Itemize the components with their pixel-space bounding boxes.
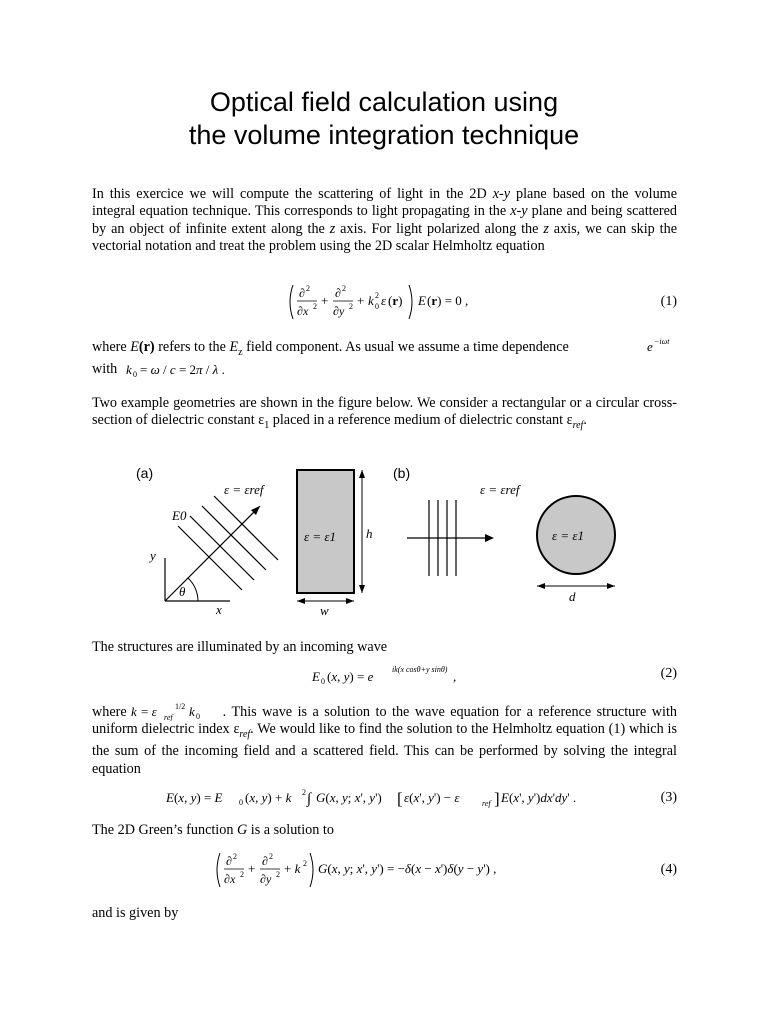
svg-text:k: k [130,704,137,719]
intro-paragraph: In this exercice we will compute the scattering of light in the 2D x-y plane based on the volume integral equation technique. This corresponds to light propagating in the x-y plane and being scattered by an object of infinite extent along the z axis. For light polarized along the z axis, we can skip the vectorial notation and treat the problem using the 2D scalar Helmholtz equation [92,186,678,254]
svg-text:0: 0 [195,712,200,721]
svg-text:2: 2 [233,852,237,861]
equation-2-number: (2) [660,666,677,681]
time-dependence-formula [645,336,677,356]
k0-definition-formula [124,359,284,379]
svg-text:∂: ∂ [226,854,232,868]
svg-text:∂y: ∂y [333,304,345,318]
svg-text:E: E [418,293,426,308]
panel-a-label: (a) [136,465,154,481]
geometries-paragraph: Two example geometries are shown in the figure below. We consider a rectangular or a circular cross-section of dielectric constant $\varepsilon_1$ placed in a reference medium of dielectric constant $\varepsilon_{ref}$. [92,395,677,432]
title-line-2: the volume integration technique [188,120,580,150]
svg-text:∂x: ∂x [297,304,309,318]
svg-text:[: [ [397,789,403,808]
width-label: w [320,603,329,618]
eps-1-circle-label: ε = ε1 [552,528,585,543]
svg-text:2: 2 [240,870,244,879]
where-k-paragraph: where k = ε ref 1/2 k 0 . This wave is a solution to the wave equation for a reference structure with uniform dielectric index $\varepsilon_{ref}$. We would like to find the solution to the Helmholtz equation (1) which is the sum of the incoming field and a scattered field. This can be performed by solving the integral equation [92,702,677,777]
svg-text:−iωt: −iωt [654,337,670,346]
geometry-figure [120,458,640,623]
svg-text:G(x, y; x', y') = −δ(x − x')δ(: G(x, y; x', y') = −δ(x − x')δ(y − y') , [318,861,497,876]
equation-1-number: (1) [660,294,677,309]
svg-text:= ω / c = 2π / λ .: = ω / c = 2π / λ . [140,362,225,378]
svg-text:(r): (r) [388,293,403,308]
svg-text:0: 0 [239,798,243,807]
svg-text:2: 2 [303,859,307,868]
wavefronts-a [178,496,278,590]
svg-text:k: k [188,704,195,719]
svg-text:ε(x', y') − ε: ε(x', y') − ε [404,790,460,805]
svg-text:∂: ∂ [299,286,305,300]
svg-text:G(x, y; x', y'): G(x, y; x', y') [316,790,382,805]
svg-text:2: 2 [306,284,310,293]
arrowhead-icon [359,585,365,593]
equation-4 [92,850,677,890]
svg-text:= ε: = ε [140,704,157,719]
svg-text:∂x: ∂x [224,872,236,886]
where-er-paragraph: where E(r) refers to the $E_z$ field component. As usual we assume a time dependence e −iωt with k 0 = ω / c = 2π / λ . [92,339,677,379]
svg-text:∂y: ∂y [260,872,272,886]
theta-label: θ [179,584,186,599]
equation-1 [92,282,677,322]
eps-1-rect-label: ε = ε1 [304,529,337,544]
svg-text:ref: ref [482,799,491,808]
y-axis-label: y [150,548,156,563]
equation-2 [92,659,677,689]
svg-text:ε: ε [381,293,387,308]
equation-4-formula [214,850,564,890]
illuminated-paragraph: The structures are illuminated by an incoming wave [92,639,388,655]
svg-text:2: 2 [276,870,280,879]
svg-text:k: k [126,362,132,378]
svg-text:E(x', y')dx'dy' .: E(x', y')dx'dy' . [501,790,577,805]
svg-text:0: 0 [321,677,325,686]
equation-3-formula [164,784,614,812]
arrowhead-icon [346,598,354,604]
eps-ref-label-a: ε = εref [224,482,264,497]
given-by-paragraph: and is given by [92,905,179,921]
svg-text:+: + [248,861,256,876]
arrowhead-icon [359,470,365,478]
svg-text:,: , [453,669,457,684]
svg-text:2: 2 [302,788,306,797]
panel-b-label: (b) [393,465,411,481]
equation-2-formula [310,659,480,689]
svg-text:E(x, y) = E: E(x, y) = E [166,790,223,805]
theta-arc [188,578,198,601]
svg-text:2: 2 [342,284,346,293]
eps-ref-label-b: ε = εref [480,482,520,497]
svg-text:+: + [321,293,329,308]
svg-text:k: k [368,293,374,308]
greens-paragraph: The 2D Green’s function G is a solution to [92,822,334,838]
svg-text:2: 2 [313,302,317,311]
equation-1-formula [287,282,527,322]
svg-text:]: ] [494,789,500,808]
equation-3-number: (3) [660,790,677,805]
svg-text:ref: ref [163,713,173,721]
k-definition-formula [127,701,223,721]
svg-text:∂: ∂ [262,854,268,868]
diameter-label: d [569,589,576,604]
svg-text:2: 2 [349,302,353,311]
svg-text:e: e [647,339,653,354]
svg-text:+ k: + k [284,861,301,876]
svg-text:1/2: 1/2 [174,702,185,711]
e0-label: E0 [172,508,187,523]
height-label: h [366,526,373,541]
equation-4-number: (4) [660,862,677,877]
arrowhead-icon [607,583,615,589]
svg-text:∂: ∂ [335,286,341,300]
arrowhead-icon [537,583,545,589]
svg-text:(r) = 0 ,: (r) = 0 , [427,293,469,308]
svg-text:∫: ∫ [307,791,312,807]
svg-text:0: 0 [375,302,379,311]
svg-text:+: + [357,293,365,308]
arrowhead-icon [297,598,305,604]
svg-text:E: E [312,669,320,684]
svg-text:(x, y) = e: (x, y) = e [327,669,374,684]
svg-text:(x, y) + k: (x, y) + k [245,790,292,805]
page-title [0,86,768,152]
equation-3 [92,784,677,812]
title-line-1: Optical field calculation using [209,87,559,117]
svg-text:0: 0 [133,370,137,380]
svg-text:ik(x cosθ+y sinθ): ik(x cosθ+y sinθ) [392,665,448,674]
svg-text:2: 2 [375,291,379,300]
svg-text:2: 2 [269,852,273,861]
arrowhead-icon [485,534,494,542]
x-axis-label: x [216,602,222,617]
